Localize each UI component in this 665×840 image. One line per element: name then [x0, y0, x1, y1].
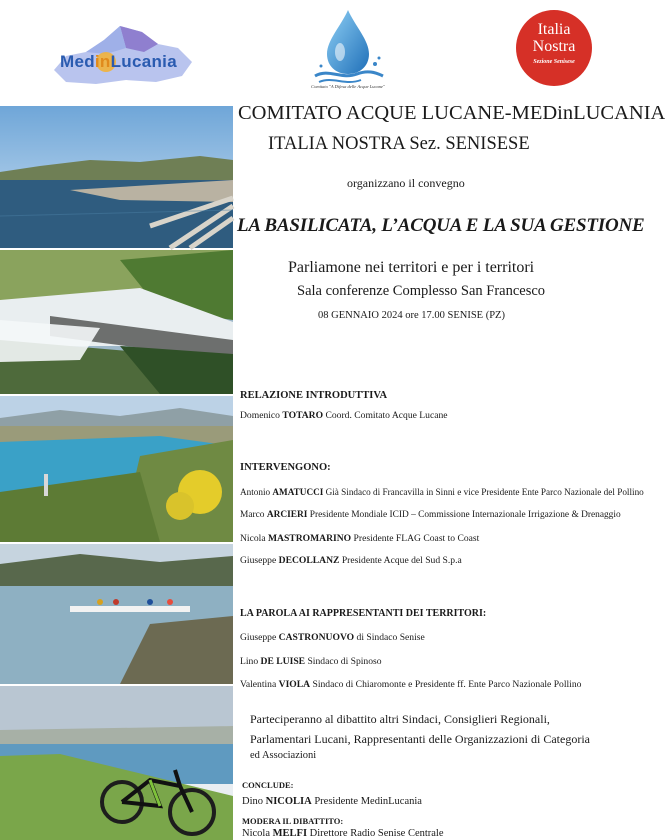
- canoe-event-photo: [0, 544, 233, 684]
- moderator-last-name: MELFI: [272, 828, 308, 839]
- speaker-row: [240, 555, 462, 566]
- speaker-first-name: Valentina: [240, 679, 277, 690]
- lake-landscape-photo: [0, 396, 233, 542]
- speaker-first-name: Marco: [240, 510, 265, 520]
- speaker-row: [240, 533, 479, 544]
- medinlucania-logo: [46, 18, 196, 88]
- participants-line-2: Parlamentari Lucani, Rappresentanti delle Organizzazioni di Categoria: [250, 732, 590, 746]
- event-date: 08 GENNAIO 2024 ore 17.00 SENISE (PZ): [318, 310, 505, 321]
- logo-text-lucania: Lucania: [110, 52, 177, 71]
- intro-heading: RELAZIONE INTRODUTTIVA: [240, 390, 388, 401]
- italia-nostra-logo: [516, 10, 592, 86]
- speaker-row: [240, 656, 382, 667]
- event-title: LA BASILICATA, L’ACQUA E LA SUA GESTIONE: [237, 215, 645, 236]
- moderator-role: Direttore Radio Senise Centrale: [309, 828, 444, 839]
- speaker-row: [240, 632, 425, 643]
- participants-line-3: ed Associazioni: [250, 750, 317, 761]
- speaker-last-name: ARCIERI: [266, 510, 308, 520]
- logo-text-med: Med: [60, 52, 95, 71]
- header-title: COMITATO ACQUE LUCANE-MEDinLUCANIA: [238, 102, 665, 124]
- speaker-last-name: DE LUISE: [260, 656, 306, 667]
- speaker-first-name: Lino: [240, 656, 259, 667]
- concluder-last-name: NICOLIA: [265, 796, 312, 807]
- speaker-row: [240, 679, 581, 690]
- speaker-role: Presidente Mondiale ICID – Commissione Internazionale Irrigazione & Drenaggio: [309, 510, 621, 520]
- speaker-role: Presidente FLAG Coast to Coast: [353, 533, 480, 544]
- speaker-role: Sindaco di Chiaromonte e Presidente ff. Ente Parco Nazionale Pollino: [312, 679, 582, 690]
- speaker-role: Presidente Acque del Sud S.p.a: [341, 555, 462, 566]
- speaker-last-name: DECOLLANZ: [278, 555, 340, 566]
- speaker-row: [240, 487, 644, 497]
- italia-nostra-line3: Sezione Senisese: [533, 59, 575, 65]
- dam-spillway-photo: [0, 250, 233, 394]
- speaker-role: Già Sindaco di Francavilla in Sinni e vice Presidente Ente Parco Nazionale del Pollino: [325, 487, 644, 497]
- moderator-row: [242, 828, 444, 839]
- concluder-row: [242, 796, 422, 807]
- comitato-acque-logo: [305, 6, 391, 90]
- bicycle-lakeside-photo: [0, 686, 233, 840]
- speaker-last-name: AMATUCCI: [272, 487, 324, 497]
- concluder-first-name: Dino: [242, 796, 263, 807]
- dam-lake-photo: [0, 106, 233, 248]
- speaker-last-name: VIOLA: [278, 679, 311, 690]
- participants-line-1: Parteciperanno al dibattito altri Sindaci, Consiglieri Regionali,: [250, 712, 550, 726]
- logo-text-in: in: [94, 52, 111, 71]
- speaker-role: Sindaco di Spinoso: [307, 656, 382, 667]
- speakers-heading: INTERVENGONO:: [240, 462, 331, 473]
- speaker-first-name: Nicola: [240, 533, 266, 544]
- italia-nostra-line2: Nostra: [532, 38, 576, 55]
- speaker-first-name: Antonio: [240, 487, 271, 497]
- water-drop-icon: [305, 6, 391, 86]
- speaker-role: Coord. Comitato Acque Lucane: [325, 410, 448, 421]
- speaker-first-name: Giuseppe: [240, 555, 277, 566]
- event-tagline: Parliamone nei territori e per i territori: [288, 259, 535, 276]
- italia-nostra-line1: Italia: [537, 21, 571, 38]
- moderator-first-name: Nicola: [242, 828, 270, 839]
- comitato-caption: Comitato "A Difesa delle Acque Lucane": [311, 84, 385, 89]
- speaker-row: [240, 410, 448, 421]
- speaker-row: [240, 510, 621, 520]
- header-organizers: organizzano il convegno: [347, 176, 465, 190]
- event-venue: Sala conferenze Complesso San Francesco: [297, 283, 546, 299]
- speaker-role: di Sindaco Senise: [356, 632, 425, 643]
- speaker-first-name: Giuseppe: [240, 632, 277, 643]
- speaker-last-name: MASTROMARINO: [267, 533, 352, 544]
- speaker-first-name: Domenico: [240, 410, 280, 421]
- concluder-role: Presidente MedinLucania: [314, 796, 422, 807]
- header-subtitle: ITALIA NOSTRA Sez. SENISESE: [268, 134, 530, 154]
- speaker-last-name: CASTRONUOVO: [278, 632, 355, 643]
- speaker-last-name: TOTARO: [282, 410, 324, 421]
- territories-heading: LA PAROLA AI RAPPRESENTANTI DEI TERRITORI:: [240, 608, 487, 619]
- concludes-heading: CONCLUDE:: [242, 780, 294, 790]
- moderator-heading: MODERA IL DIBATTITO:: [242, 816, 344, 826]
